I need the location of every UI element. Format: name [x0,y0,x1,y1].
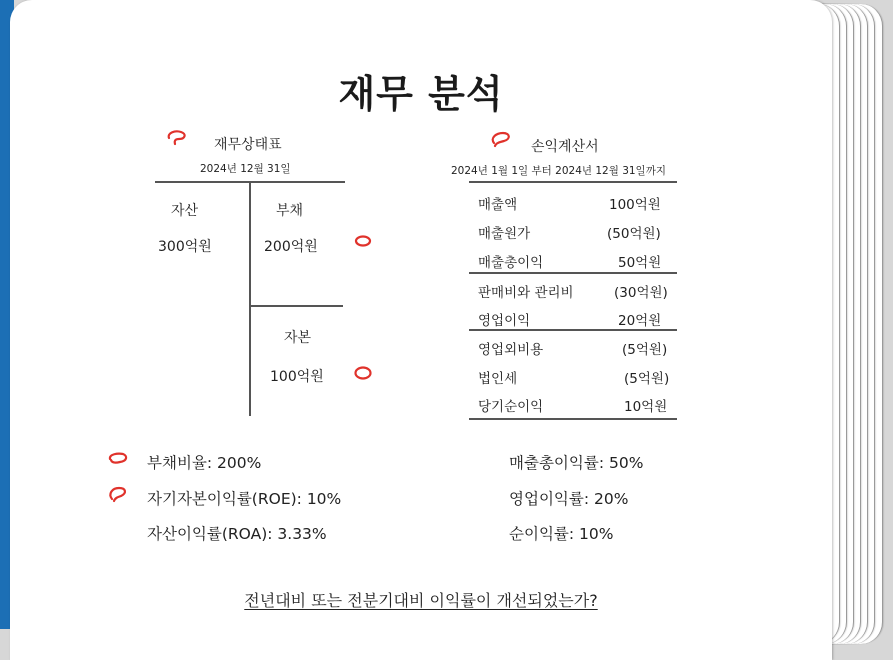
balance-sheet-title: 재무상태표 [214,137,282,153]
t-account-divider [249,182,251,416]
income-divider-2 [469,329,677,331]
red-circle-mark-icon [353,233,373,249]
income-top-line [469,181,677,183]
income-row-label: 영업외비용 [478,342,544,358]
income-row-value: (5억원) [622,342,668,358]
balance-sheet-date: 2024년 12월 31일 [200,163,291,175]
income-row-label: 당기순이익 [478,399,544,415]
equity-label: 자본 [284,330,312,346]
ratio-gross-margin: 매출총이익률: 50% [509,454,644,472]
income-row-value: (30억원) [614,285,668,301]
income-statement-title: 손익계산서 [531,139,599,155]
ratio-operating-margin: 영업이익률: 20% [509,490,629,508]
red-circle-mark-icon [165,128,189,146]
income-row-label: 법인세 [478,371,518,387]
ratio-net-margin: 순이익률: 10% [509,525,614,543]
liability-equity-divider [251,305,343,307]
document-page [10,0,832,660]
liabilities-label: 부채 [276,203,304,219]
ratio-debt: 부채비율: 200% [147,454,262,472]
income-row-value: (50억원) [607,226,661,242]
income-row-value: (5억원) [624,371,670,387]
liabilities-value: 200억원 [264,239,318,255]
income-row-value: 100억원 [609,197,661,213]
red-circle-mark-icon [106,484,130,504]
red-circle-mark-icon [352,364,374,382]
income-row-label: 영업이익 [478,313,531,329]
assets-label: 자산 [171,203,199,219]
income-row-value: 20억원 [618,313,662,329]
income-row-label: 매출액 [478,197,518,213]
income-row-value: 50억원 [618,255,662,271]
income-row-value: 10억원 [624,399,668,415]
red-circle-mark-icon [106,450,130,468]
ratio-roa: 자산이익률(ROA): 3.33% [147,525,327,543]
page-title: 재무 분석 [338,72,504,116]
income-bottom-line [469,418,677,420]
income-row-label: 매출원가 [478,226,531,242]
income-row-label: 매출총이익 [478,255,544,271]
income-divider-1 [469,272,677,274]
equity-value: 100억원 [270,369,324,385]
ratio-roe: 자기자본이익률(ROE): 10% [147,490,342,508]
assets-value: 300억원 [158,239,212,255]
red-circle-mark-icon [488,130,514,148]
question-text: 전년대비 또는 전분기대비 이익률이 개선되었는가? [244,591,598,610]
income-row-label: 판매비와 관리비 [478,285,574,301]
income-statement-period: 2024년 1월 1일 부터 2024년 12월 31일까지 [451,165,666,177]
